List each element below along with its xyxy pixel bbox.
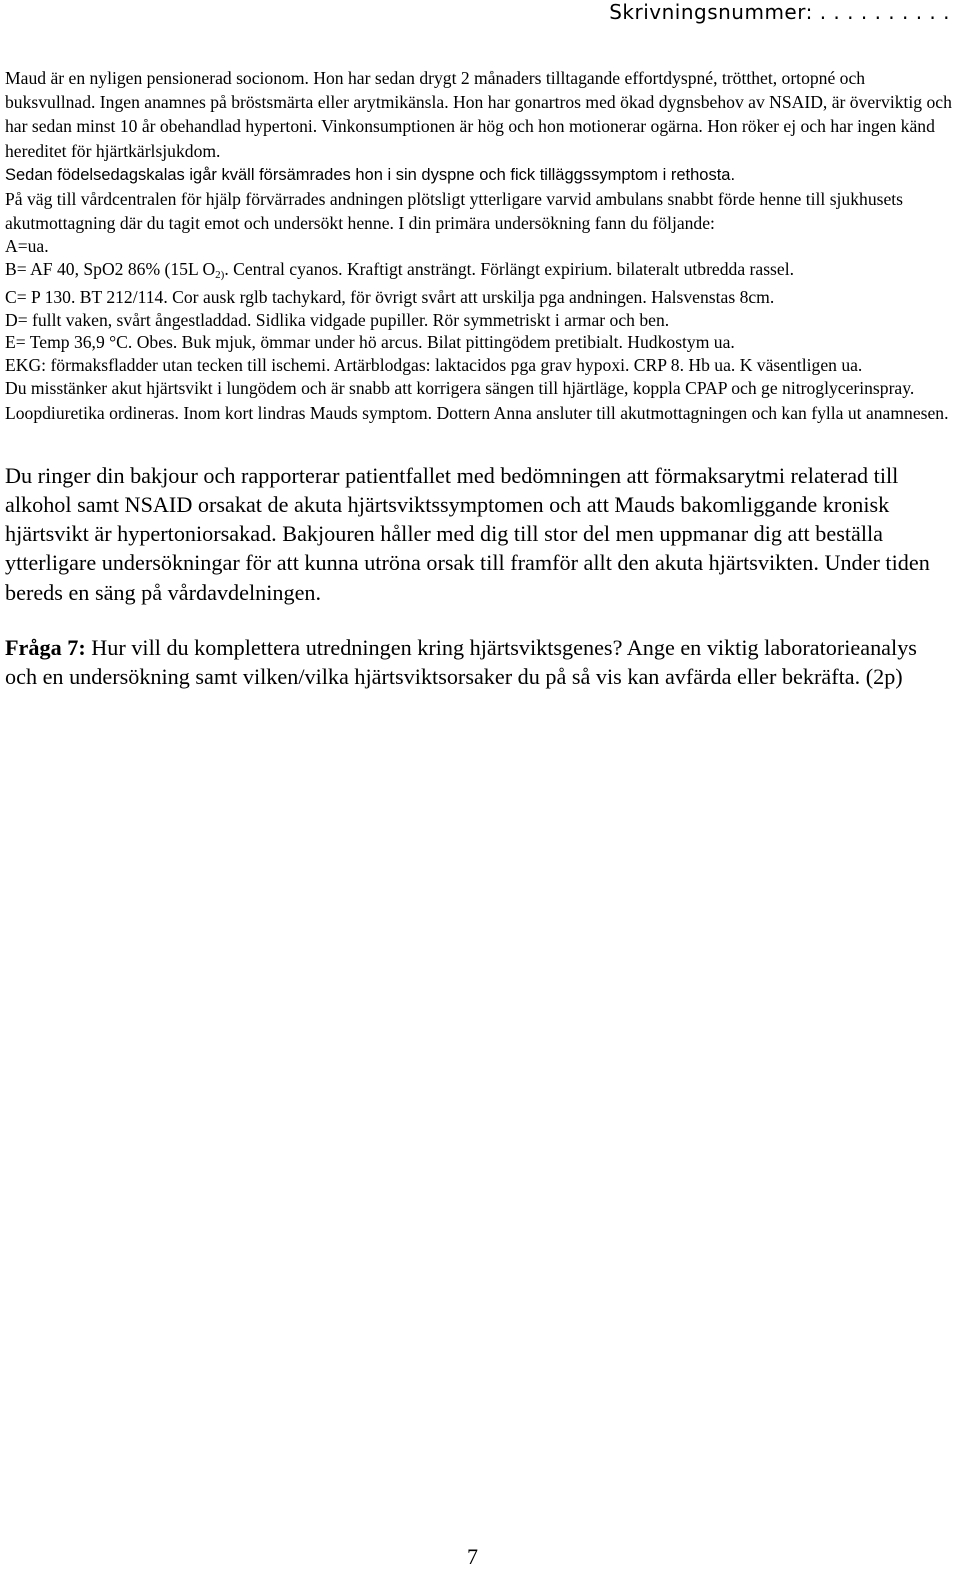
case-deterioration-paragraph: Sedan födelsedagskalas igår kväll försämrades hon i sin dyspne och fick tilläggssymptom i rethosta.	[5, 165, 736, 184]
case-history-paragraph: Maud är en nyligen pensionerad socionom. Hon har sedan drygt 2 månaders tilltagande effortdyspné, trötthet, ortopné och buksvullnad. Ingen anamnes på bröstsmärta eller arytmikänsla. Hon har gonartros med ökad dygnsbehov av NSAID, är överviktig och har sedan minst 10 år obehandlad hypertoni. Vinkonsumptionen är hög och hon motionerar ogärna. Hon röker ej och har ingen känd hereditet för hjärtkärlsjukdom.	[5, 68, 952, 161]
exam-breathing-sub: 2)	[215, 268, 225, 281]
exam-circulation: C= P 130. BT 212/114. Cor ausk rglb tachykard, för övrigt svårt att urskilja pga andningen. Halsvenstas 8cm.	[5, 287, 775, 308]
exam-disability: D= fullt vaken, svårt ångestladdad. Sidlika vidgade pupiller. Rör symmetriskt i armar och ben.	[5, 309, 670, 330]
page-number: 7	[467, 1544, 478, 1569]
exam-ekg-labs: EKG: förmaksfladder utan tecken till ischemi. Artärblodgas: laktacidos pga grav hypoxi. CRP 8. Hb ua. K väsentligen ua.	[5, 354, 863, 375]
question-paragraph	[5, 633, 953, 691]
page-header-exam-number: Skrivningsnummer: . . . . . . . . . .	[609, 0, 950, 24]
treatment-paragraph: Du misstänker akut hjärtsvikt i lungödem och är snabb att korrigera sängen till hjärtläge, koppla CPAP och ge nitroglycerinspray. Loopdiuretika ordineras. Inom kort lindras Mauds symptom. Dottern Anna ansluter till akutmottagningen och kan fylla ut anamnesen.	[5, 378, 949, 423]
case-arrival-paragraph: På väg till vårdcentralen för hjälp förvärrades andningen plötsligt ytterligare varvid ambulans snabbt förde henne till sjukhusets akutmottagning där du tagit emot och undersökt henne. I din primära undersökning fann du följande:	[5, 189, 904, 234]
question-label: Fråga 7:	[5, 634, 86, 660]
exam-breathing	[5, 258, 953, 287]
question-text: Hur vill du komplettera utredningen kring hjärtsviktsgenes? Ange en viktig laboratorieanalys och en undersökning samt vilken/vilka hjärtsviktsorsaker du på så vis kan avfärda eller bekräfta. (2p)	[5, 634, 917, 690]
document-body	[5, 66, 953, 691]
exam-breathing-pre: B= AF 40, SpO2 86% (15L O	[5, 258, 216, 279]
exam-exposure: E= Temp 36,9 °C. Obes. Buk mjuk, ömmar under hö arcus. Bilat pittingödem pretibialt. Hudkostym ua.	[5, 332, 735, 353]
exam-airway: A=ua.	[5, 236, 49, 257]
scenario-paragraph: Du ringer din bakjour och rapporterar patientfallet med bedömningen att förmaksarytmi relaterad till alkohol samt NSAID orsakat de akuta hjärtsviktssymptomen och att Mauds bakomliggande kronisk hjärtsvikt är hypertoniorsakad. Bakjouren håller med dig till stor del men uppmanar dig att beställa ytterligare undersökningar för att kunna utröna orsak till framför allt den akuta hjärtsvikten. Under tiden bereds en säng på vårdavdelningen.	[5, 462, 930, 605]
exam-breathing-post: . Central cyanos. Kraftigt ansträngt. Förlängt expirium. bilateralt utbredda rassel.	[224, 258, 795, 279]
